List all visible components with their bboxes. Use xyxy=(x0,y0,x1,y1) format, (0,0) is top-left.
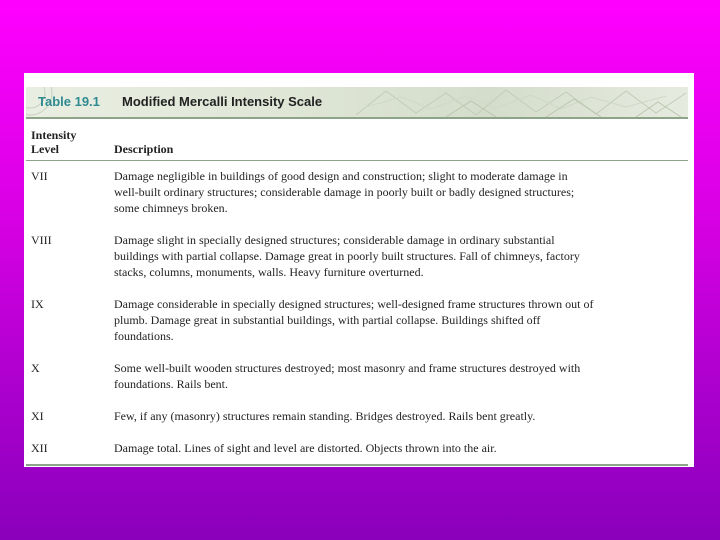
description-cell xyxy=(114,232,674,280)
column-header-description: Description xyxy=(114,142,174,156)
description-line: some chimneys broken. xyxy=(114,201,228,215)
description-line: Some well-built wooden structures destroyed; most masonry and frame structures destroyed with xyxy=(114,361,581,375)
description-cell xyxy=(114,440,674,456)
slide-panel xyxy=(24,73,694,467)
description-line: foundations. Rails bent. xyxy=(114,377,228,391)
description-line: stacks, columns, monuments, walls. Heavy furniture overturned. xyxy=(114,265,424,279)
description-cell xyxy=(114,296,674,344)
description-line: foundations. xyxy=(114,329,174,343)
description-line: plumb. Damage great in substantial buildings, with partial collapse. Buildings shifted off xyxy=(114,313,541,327)
intensity-level: XI xyxy=(31,409,44,423)
table-header-band xyxy=(26,87,688,117)
header-rule xyxy=(26,117,688,119)
description-cell xyxy=(114,408,674,424)
description-line: Damage total. Lines of sight and level are distorted. Objects thrown into the air. xyxy=(114,441,497,455)
intensity-level: VIII xyxy=(31,233,52,247)
column-header-intensity: Intensity xyxy=(31,128,77,142)
intensity-level: IX xyxy=(31,297,44,311)
table-number: Table 19.1 xyxy=(38,94,100,109)
description-line: well-built ordinary structures; considerable damage in poorly built or badly designed structures; xyxy=(114,185,575,199)
description-line: buildings with partial collapse. Damage great in poorly built structures. Fall of chimneys, factory xyxy=(114,249,580,263)
table-title: Modified Mercalli Intensity Scale xyxy=(122,94,323,109)
intensity-level: XII xyxy=(31,441,48,455)
description-line: Few, if any (masonry) structures remain standing. Bridges destroyed. Rails bent greatly. xyxy=(114,409,536,423)
description-line: Damage negligible in buildings of good design and construction; slight to moderate damage in xyxy=(114,169,568,183)
intensity-level: VII xyxy=(31,169,48,183)
column-header-rule xyxy=(26,160,688,161)
description-line: Damage considerable in specially designed structures; well-designed frame structures thrown out of xyxy=(114,297,594,311)
description-cell xyxy=(114,168,674,216)
description-cell xyxy=(114,360,674,392)
column-header-level: Level xyxy=(31,142,59,156)
intensity-level: X xyxy=(31,361,40,375)
column-header-intensity-level xyxy=(31,128,121,156)
table-bottom-rule xyxy=(26,464,688,466)
description-line: Damage slight in specially designed structures; considerable damage in ordinary substantial xyxy=(114,233,555,247)
